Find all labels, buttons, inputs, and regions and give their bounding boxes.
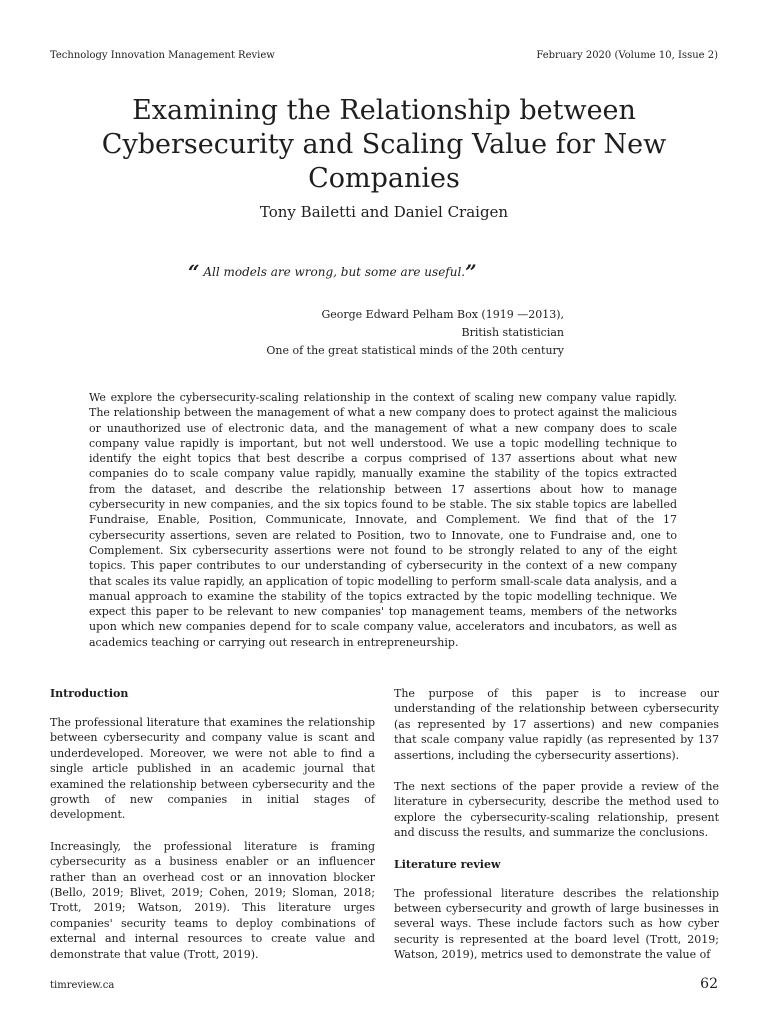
body-paragraph: The professional literature describes the relationship between cybersecurity and growth of large businesses in several ways. These include factors such as how cyber security is represented at the board level (Trott, 2019; Watson, 2019), metrics used to demonstrate the value of [394,886,719,962]
close-quote-mark: ” [465,260,477,284]
body-paragraph: The purpose of this paper is to increase our understanding of the relationship between cybersecurity (as represented by 17 assertions) and new companies that scale company value rapidly (as represented by 137 assertions, including the cybersecurity assertions). [394,687,719,762]
article-authors: Tony Bailetti and Daniel Craigen [259,203,509,221]
quote-attribution [266,306,564,360]
body-paragraph: The professional literature that examines the relationship between cybersecurity and company value is scant and underdeveloped. Moreover, we were not able to find a single article published in an academic journal that examined the relationship between cybersecurity and the growth of new companies in initial stages of development. [50,716,375,822]
footer-site[interactable]: timreview.ca [50,980,115,991]
article-title: Examining the Relationship between Cybersecurity and Scaling Value for New Companies [101,95,667,194]
issue-info: February 2020 (Volume 10, Issue 2) [536,50,718,61]
literature-review-heading: Literature review [394,857,501,871]
attribution-line: British statistician [461,326,564,339]
introduction-heading: Introduction [50,687,129,700]
quote-text: All models are wrong, but some are useful. [203,265,466,279]
attribution-line: One of the great statistical minds of the 20th century [266,344,564,357]
open-quote-mark: “ [188,260,200,284]
body-paragraph: Increasingly, the professional literature is framing cybersecurity as a business enabler or an influencer rather than an overhead cost or an innovation blocker (Bello, 2019; Blivet, 2019; Cohen, 2019; Sloman, 2018; Trott, 2019; Watson, 2019). This literature urges companies' security teams to deploy combinations of external and internal resources to create value and demonstrate that value (Trott, 2019). [50,839,375,961]
left-column [50,686,375,978]
body-paragraph: The next sections of the paper provide a review of the literature in cybersecurity, describe the method used to explore the cybersecurity-scaling relationship, present and discuss the results, and summarize the conclusions. [394,780,719,840]
abstract: We explore the cybersecurity-scaling relationship in the context of scaling new company value rapidly. The relationship between the management of what a new company does to protect against the malicious or unauthorized use of electronic data, and the management of what a new company does to scale company value rapidly is important, but not well understood. We use a topic modelling technique to identify the eight topics that best describe a corpus comprised of 137 assertions about what new companies do to scale company value rapidly, manually examine the stability of the topics extracted from the dataset, and describe the relationship between 17 assertions about how to manage cybersecurity in new companies, and the six topics found to be stable. The six stable topics are labelled Fundraise, Enable, Position, Communicate, Innovate, and Complement. We find that of the 17 cybersecurity assertions, seven are related to Position, two to Innovate, one to Fundraise and, one to Complement. Six cybersecurity assertions were not found to be strongly related to any of the eight topics. This paper contributes to our understanding of cybersecurity in the context of a new company that scales its value rapidly, an application of topic modelling to perform small-scale data analysis, and a manual approach to examine the stability of the topics extracted by the topic modelling technique. We expect this paper to be relevant to new companies' top management teams, members of the networks upon which new companies depend for to scale company value, accelerators and incubators, as well as academics teaching or carrying out research in entrepreneurship. [89,391,677,649]
epigraph-quote [188,260,588,284]
right-column [394,686,719,979]
page-number: 62 [700,976,718,992]
attribution-line: George Edward Pelham Box (1919 —2013), [321,308,564,321]
journal-name: Technology Innovation Management Review [50,50,275,61]
